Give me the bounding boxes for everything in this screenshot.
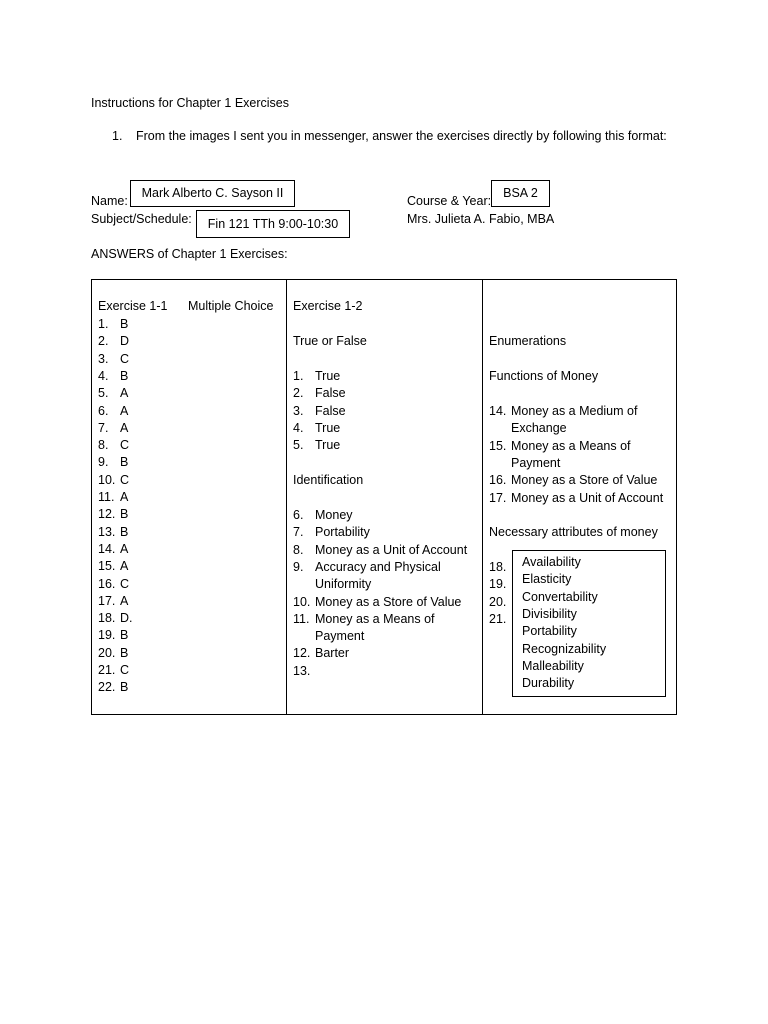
identification-item (293, 594, 461, 611)
multiple-choice-item-number: 14. (98, 541, 116, 556)
multiple-choice-item-answer: A (120, 559, 129, 574)
multiple-choice-item (98, 662, 129, 679)
multiple-choice-item-number: 6. (98, 403, 109, 418)
multiple-choice-item (98, 593, 128, 610)
true-false-item-number: 4. (293, 420, 304, 435)
multiple-choice-item-number: 8. (98, 438, 109, 453)
identification-item (293, 611, 435, 628)
multiple-choice-item-answer: D. (120, 611, 133, 626)
multiple-choice-item-number: 21. (98, 663, 116, 677)
multiple-choice-item-number: 22. (98, 680, 116, 695)
identification-item-answer: Accuracy and Physical (315, 559, 441, 574)
function-item-number: 17. (489, 490, 507, 505)
multiple-choice-item-answer: B (120, 524, 129, 539)
attribute-item: Convertability (522, 589, 598, 604)
identification-item-answer-continued: Payment (315, 629, 365, 644)
function-item-answer: Money as a Unit of Account (511, 490, 664, 505)
multiple-choice-item (98, 472, 129, 489)
identification-item-number: 11. (293, 611, 310, 626)
attribute-item: Recognizability (522, 641, 607, 656)
instructions-title: Instructions for Chapter 1 Exercises (91, 96, 289, 110)
multiple-choice-item-number: 13. (98, 524, 116, 539)
identification-item-number: 13. (293, 663, 311, 678)
identification-item-number: 8. (293, 542, 304, 557)
multiple-choice-item (98, 368, 128, 385)
multiple-choice-item (98, 489, 128, 506)
multiple-choice-item-answer: B (120, 680, 129, 695)
multiple-choice-item (98, 610, 133, 627)
name-label: Name: (91, 194, 128, 208)
multiple-choice-item-number: 16. (98, 576, 116, 591)
true-false-item-answer: True (315, 369, 341, 383)
multiple-choice-item-answer: B (120, 507, 129, 522)
multiple-choice-item-answer: C (120, 663, 130, 677)
identification-item-number: 12. (293, 646, 311, 661)
true-false-item-answer: False (315, 403, 346, 418)
identification-item-answer: Money as a Store of Value (315, 594, 462, 609)
multiple-choice-item-number: 17. (98, 593, 116, 608)
attribute-number: 18. (489, 560, 507, 574)
multiple-choice-item-number: 12. (98, 507, 116, 522)
multiple-choice-item (98, 403, 128, 420)
true-false-item-answer: True (315, 438, 341, 453)
function-item-number: 15. (489, 438, 507, 453)
multiple-choice-item-answer: B (120, 368, 129, 383)
multiple-choice-item-number: 10. (98, 472, 116, 487)
subject-value: Fin 121 TTh 9:00-10:30 (207, 217, 339, 231)
course-value: BSA 2 (503, 186, 538, 200)
function-item-number: 14. (489, 404, 507, 418)
exercise-1-1-title: Exercise 1-1 (98, 299, 168, 313)
multiple-choice-item-answer: A (120, 541, 129, 556)
identification-item-number: 10. (293, 594, 311, 609)
identification-item-answer: Barter (315, 646, 350, 661)
multiple-choice-item (98, 454, 128, 471)
true-false-heading: True or False (293, 334, 367, 348)
true-false-item-number: 1. (293, 369, 304, 383)
multiple-choice-item (98, 351, 129, 368)
multiple-choice-item-number: 7. (98, 420, 109, 435)
instructor-name: Mrs. Julieta A. Fabio, MBA (407, 212, 555, 226)
true-false-item-answer: False (315, 386, 346, 401)
multiple-choice-item (98, 541, 128, 558)
identification-item-answer: Portability (315, 525, 370, 540)
attributes-heading: Necessary attributes of money (489, 525, 658, 539)
multiple-choice-item-number: 18. (98, 611, 116, 626)
attribute-item: Portability (522, 624, 577, 639)
identification-heading: Identification (293, 473, 364, 487)
identification-item (293, 542, 467, 559)
multiple-choice-item-number: 3. (98, 351, 109, 366)
functions-heading: Functions of Money (489, 369, 599, 383)
course-label: Course & Year: (407, 194, 492, 208)
identification-item (293, 524, 370, 541)
answers-heading: ANSWERS of Chapter 1 Exercises: (91, 247, 288, 261)
attribute-item: Malleability (522, 658, 584, 673)
identification-item (293, 559, 441, 576)
function-item-answer: Money as a Medium of (511, 404, 638, 418)
identification-item-answer: Money as a Means of (315, 611, 435, 626)
multiple-choice-item-number: 5. (98, 386, 109, 401)
true-false-item (293, 368, 340, 385)
attribute-item: Divisibility (522, 606, 577, 621)
identification-item-number: 9. (293, 559, 304, 574)
function-item (489, 438, 631, 455)
multiple-choice-item-answer: C (120, 576, 130, 591)
identification-item-answer-continued: Uniformity (315, 577, 372, 592)
function-item-answer-continued: Payment (511, 455, 561, 470)
multiple-choice-item-answer: D (120, 334, 130, 349)
multiple-choice-item (98, 420, 128, 437)
identification-item (293, 645, 349, 662)
multiple-choice-item (98, 437, 129, 454)
exercise-1-1-type: Multiple Choice (188, 299, 274, 313)
multiple-choice-item-answer: A (120, 386, 129, 401)
name-value: Mark Alberto C. Sayson II (141, 186, 284, 200)
true-false-item (293, 403, 346, 420)
multiple-choice-item-number: 2. (98, 334, 109, 349)
function-item (489, 490, 663, 507)
instruction-number: 1. (112, 129, 123, 143)
multiple-choice-item-answer: A (120, 403, 129, 418)
function-item (489, 403, 637, 420)
column-divider (482, 280, 483, 714)
function-item (489, 472, 657, 489)
multiple-choice-item (98, 333, 129, 350)
multiple-choice-item-answer: A (120, 490, 129, 504)
identification-item (293, 663, 315, 680)
subject-label: Subject/Schedule: (91, 212, 192, 226)
function-item-answer: Money as a Means of (511, 438, 631, 453)
function-item-number: 16. (489, 473, 507, 488)
multiple-choice-item (98, 576, 129, 593)
multiple-choice-item (98, 558, 128, 575)
multiple-choice-item-answer: B (120, 317, 129, 331)
true-false-item (293, 437, 340, 454)
exercise-1-2-title: Exercise 1-2 (293, 299, 363, 313)
enumerations-heading: Enumerations (489, 334, 567, 348)
true-false-item-number: 5. (293, 438, 304, 453)
attribute-number: 19. (489, 577, 507, 592)
multiple-choice-item-number: 1. (98, 317, 109, 331)
multiple-choice-item-number: 9. (98, 455, 109, 470)
multiple-choice-item-answer: B (120, 455, 129, 470)
true-false-item-answer: True (315, 420, 341, 435)
multiple-choice-item-number: 15. (98, 559, 116, 574)
true-false-item-number: 3. (293, 403, 304, 418)
identification-item-answer: Money as a Unit of Account (315, 542, 468, 557)
multiple-choice-item (98, 524, 128, 541)
multiple-choice-item-answer: C (120, 438, 130, 453)
function-item-answer: Money as a Store of Value (511, 473, 658, 488)
multiple-choice-item (98, 679, 128, 696)
attribute-item: Elasticity (522, 572, 572, 587)
answers-table (91, 279, 677, 715)
multiple-choice-item (98, 316, 128, 333)
name-field (130, 180, 295, 207)
multiple-choice-item-answer: C (120, 472, 130, 487)
subject-field (196, 210, 350, 238)
multiple-choice-item-number: 20. (98, 645, 116, 660)
true-false-item-number: 2. (293, 386, 304, 401)
multiple-choice-item-number: 19. (98, 628, 116, 643)
attribute-item: Durability (522, 676, 575, 691)
multiple-choice-item-answer: B (120, 628, 129, 643)
multiple-choice-item-number: 11. (98, 490, 115, 504)
true-false-item (293, 385, 346, 402)
attribute-number: 20. (489, 594, 507, 609)
identification-item-answer: Money (315, 508, 353, 522)
multiple-choice-item (98, 506, 128, 523)
identification-item-number: 7. (293, 525, 304, 540)
multiple-choice-item-answer: C (120, 351, 130, 366)
multiple-choice-item-answer: A (120, 593, 129, 608)
multiple-choice-item (98, 385, 128, 402)
instruction-text: From the images I sent you in messenger, answer the exercises directly by following this format: (136, 129, 667, 143)
multiple-choice-item-number: 4. (98, 368, 109, 383)
attribute-number: 21. (489, 611, 507, 626)
attribute-item: Availability (522, 555, 581, 569)
identification-item (293, 507, 353, 524)
multiple-choice-item (98, 645, 128, 662)
multiple-choice-item-answer: B (120, 645, 129, 660)
multiple-choice-item (98, 627, 128, 644)
true-false-item (293, 420, 340, 437)
function-item-answer-continued: Exchange (511, 421, 567, 436)
multiple-choice-item-answer: A (120, 420, 129, 435)
attributes-box (512, 550, 666, 697)
course-field (491, 180, 550, 207)
identification-item-number: 6. (293, 508, 304, 522)
column-divider (286, 280, 287, 714)
